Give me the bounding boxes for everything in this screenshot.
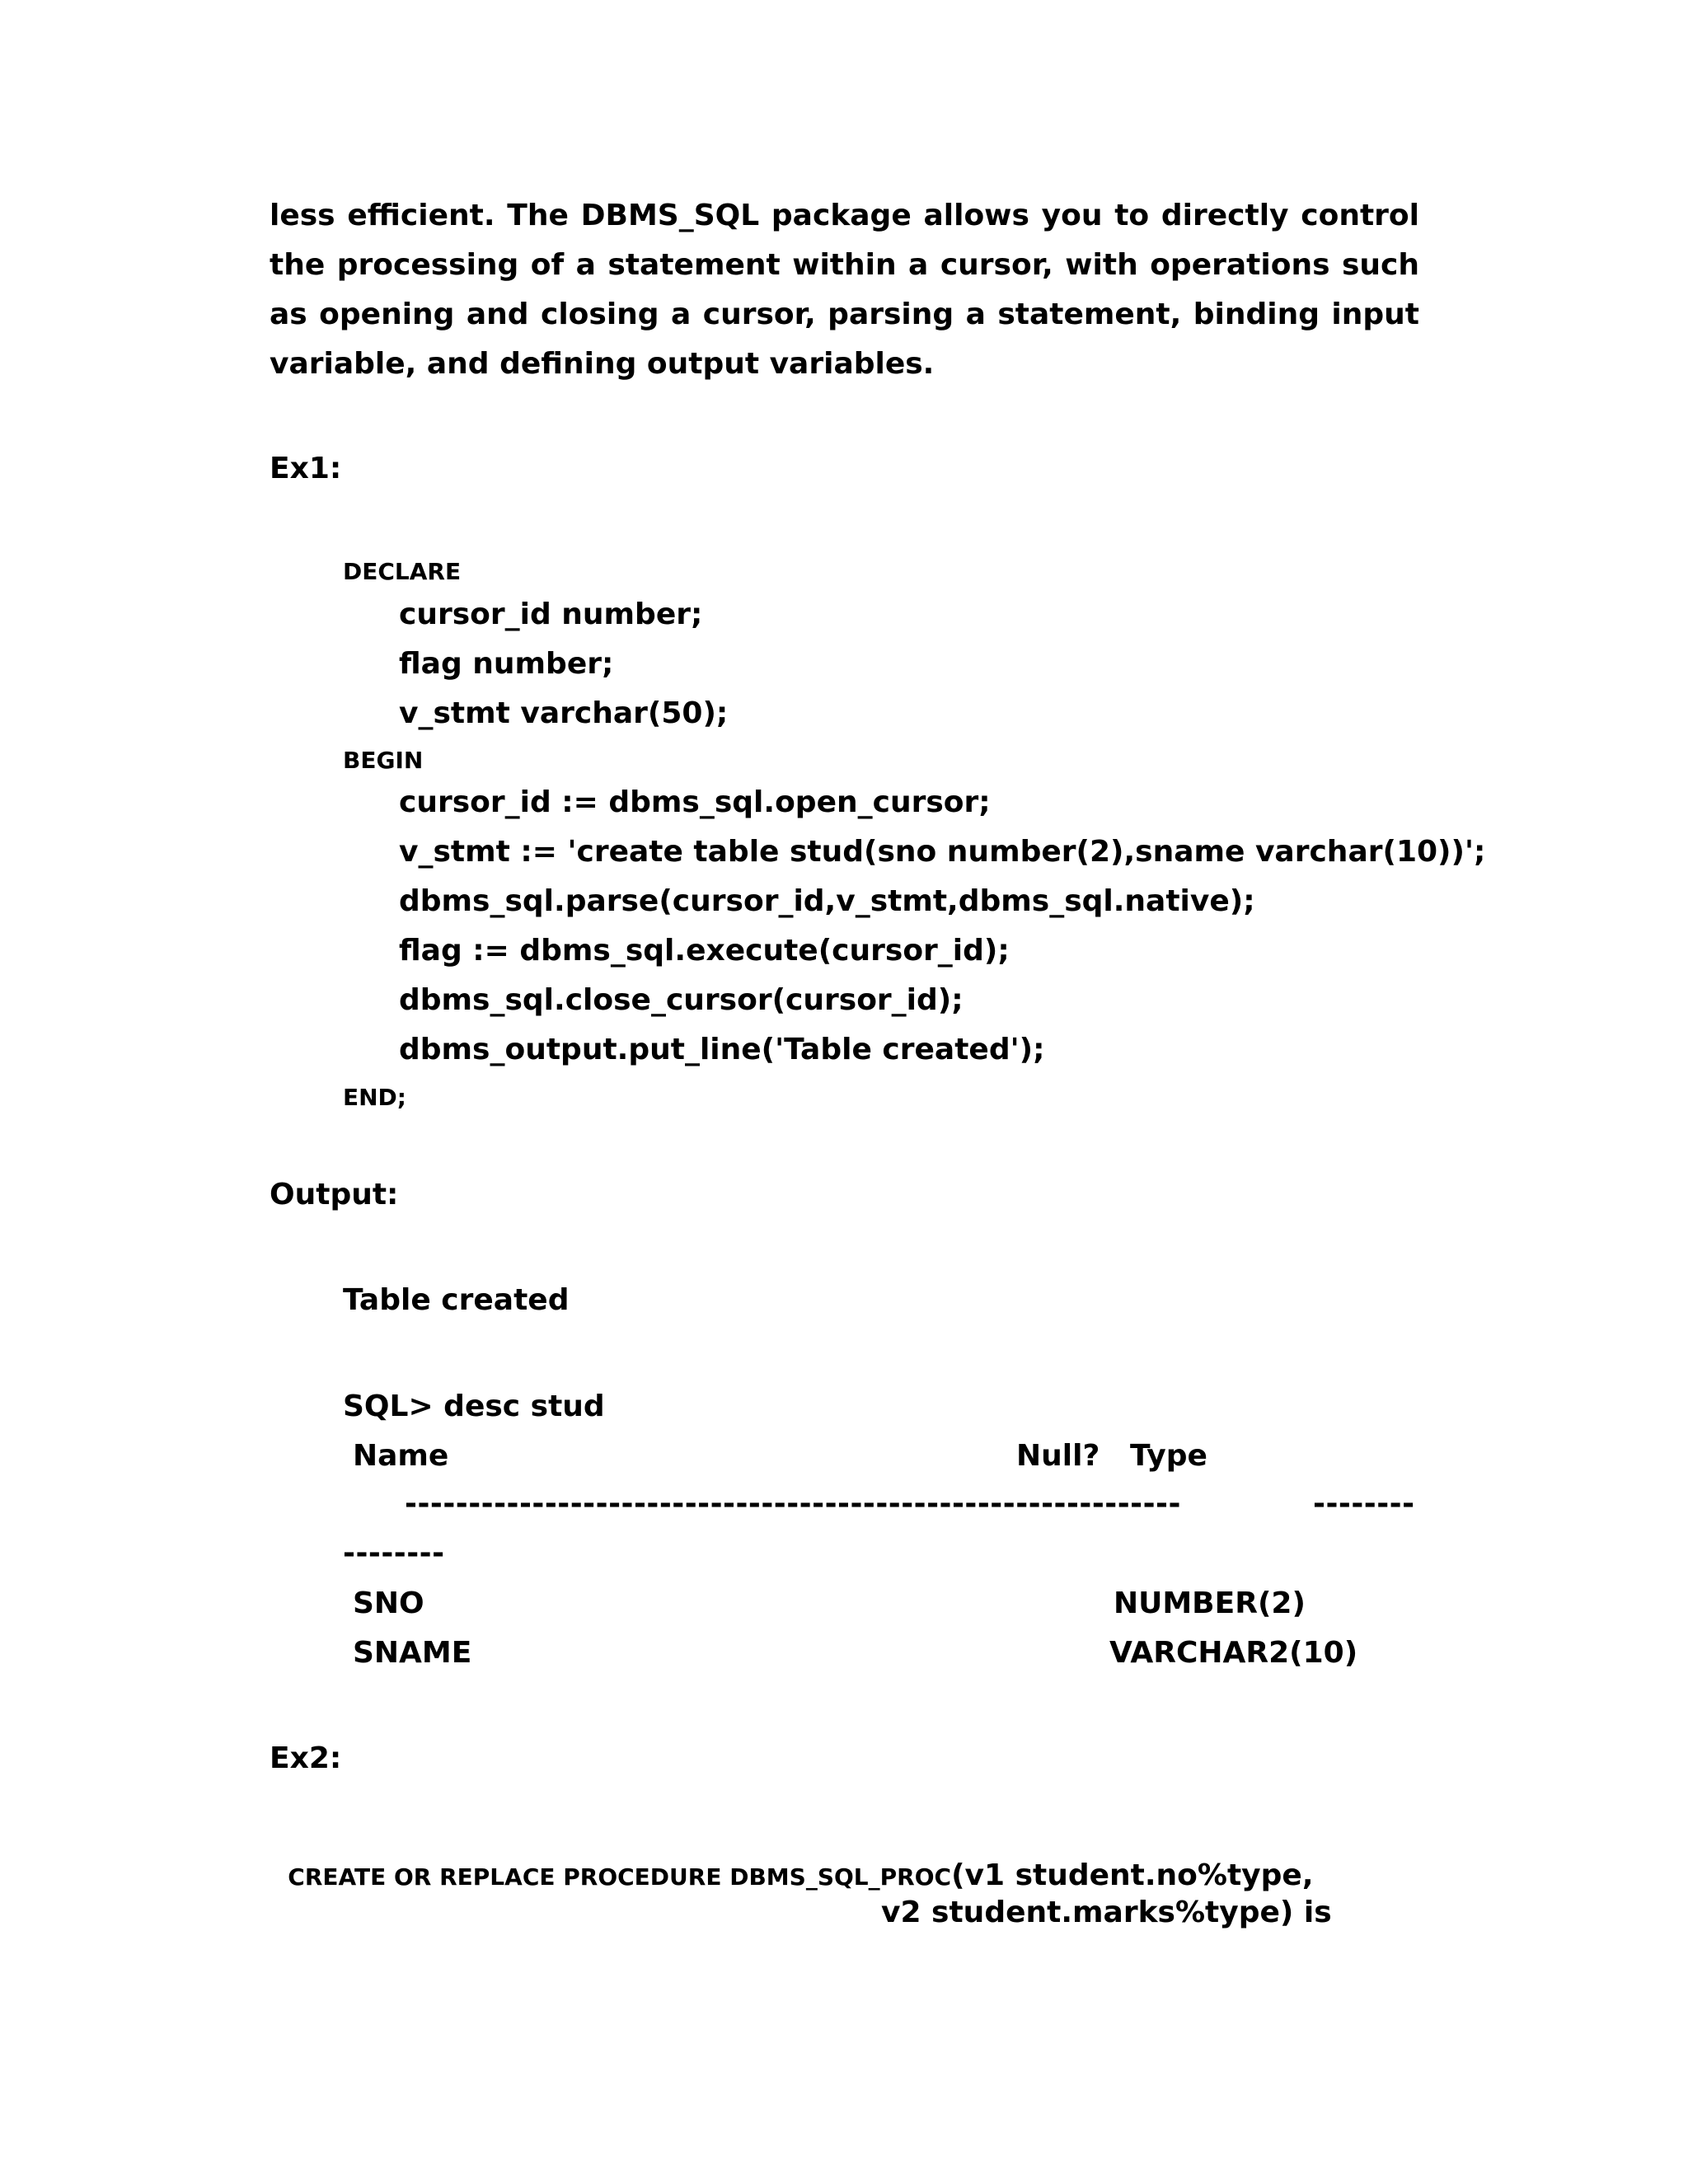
proc-params-line1: (v1 student.no%type, <box>951 1858 1314 1892</box>
table-row-name: SNAME <box>353 1636 472 1670</box>
table-row-type: NUMBER(2) <box>1114 1586 1306 1620</box>
code-line: dbms_sql.parse(cursor_id,v_stmt,dbms_sql.native); <box>399 884 1255 918</box>
table-row-type: VARCHAR2(10) <box>1109 1636 1358 1670</box>
code-line: cursor_id number; <box>399 598 703 631</box>
code-line: flag number; <box>399 647 614 681</box>
output-result: Table created <box>343 1283 570 1317</box>
ex1-heading: Ex1: <box>270 452 342 485</box>
intro-paragraph: less efficient. The DBMS_SQL package allows you to directly control the processing of a statement within a cursor, with operations such as opening and closing a cursor, parsing a statement, binding input variable, and defining output variables. <box>270 199 1419 381</box>
proc-params-line2: v2 student.marks%type) is <box>881 1896 1332 1929</box>
ex2-heading: Ex2: <box>270 1741 342 1775</box>
separator-short: -------- <box>1313 1487 1415 1521</box>
code-end: END; <box>343 1084 406 1111</box>
code-begin: BEGIN <box>343 747 424 774</box>
proc-keyword: CREATE OR REPLACE PROCEDURE DBMS_SQL_PROC <box>288 1863 952 1891</box>
code-line: dbms_output.put_line('Table created'); <box>399 1033 1045 1066</box>
code-line: cursor_id := dbms_sql.open_cursor; <box>399 785 991 819</box>
desc-command: SQL> desc stud <box>343 1390 605 1423</box>
code-line: v_stmt varchar(50); <box>399 696 729 730</box>
separator-wrap: -------- <box>343 1536 445 1570</box>
table-row-name: SNO <box>353 1586 424 1620</box>
column-header-null: Null? <box>1016 1439 1100 1473</box>
code-line: flag := dbms_sql.execute(cursor_id); <box>399 934 1010 968</box>
column-header-type: Type <box>1130 1439 1207 1473</box>
code-line: dbms_sql.close_cursor(cursor_id); <box>399 983 964 1017</box>
output-heading: Output: <box>270 1178 399 1212</box>
code-declare: DECLARE <box>343 558 462 585</box>
code-line: v_stmt := 'create table stud(sno number(2),sname varchar(10))'; <box>399 835 1486 869</box>
separator-long: ------------------------------------------------------------- <box>405 1487 1181 1521</box>
column-header-name: Name <box>353 1439 449 1473</box>
